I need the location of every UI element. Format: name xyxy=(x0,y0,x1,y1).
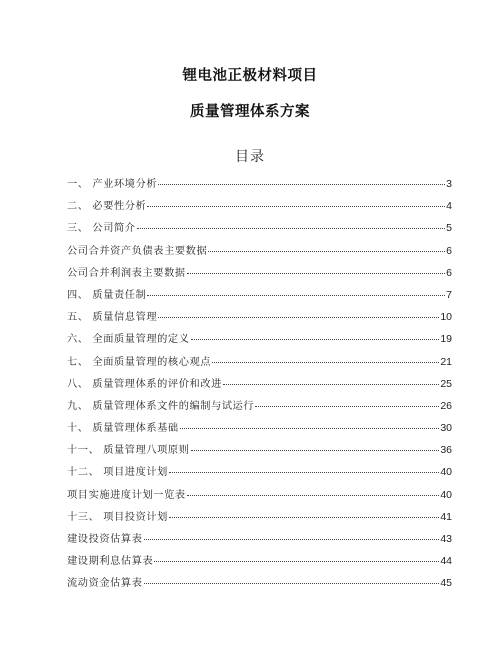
toc-entry-page: 19 xyxy=(440,333,452,346)
document-title: 锂电池正极材料项目 xyxy=(182,68,318,84)
toc-leader-dots xyxy=(223,384,439,385)
toc-entry-label: 项目实施进度计划一览表 xyxy=(67,489,186,501)
toc-leader-dots xyxy=(169,472,439,473)
toc-entry-page: 3 xyxy=(446,178,452,190)
toc-leader-dots xyxy=(180,428,440,429)
toc-entry-label: 九、 质量管理体系文件的编制与试运行 xyxy=(67,400,255,412)
toc-leader-dots xyxy=(147,206,445,207)
toc-heading: 目录 xyxy=(235,149,265,165)
toc-entry[interactable] xyxy=(67,264,452,286)
toc-leader-dots xyxy=(191,339,440,340)
toc-entry-label: 六、 全面质量管理的定义 xyxy=(67,334,190,346)
toc-entry-page: 25 xyxy=(440,377,452,390)
toc-entry-label: 公司合并利润表主要数据 xyxy=(67,267,186,279)
toc-leader-dots xyxy=(158,317,439,318)
toc-entry[interactable] xyxy=(67,463,452,485)
toc-entry-page: 5 xyxy=(446,222,452,235)
toc-entry[interactable] xyxy=(67,441,452,463)
toc-entry-label: 十三、 项目投资计划 xyxy=(67,511,168,523)
toc-entry-page: 4 xyxy=(446,200,452,213)
toc-leader-dots xyxy=(191,450,440,451)
toc-entry[interactable] xyxy=(67,219,452,241)
toc-leader-dots xyxy=(154,561,439,562)
toc-entry-label: 二、 必要性分析 xyxy=(67,201,147,213)
toc-entry-label: 五、 质量信息管理 xyxy=(67,312,158,324)
toc-entry-label: 四、 质量责任制 xyxy=(67,289,147,301)
toc-leader-dots xyxy=(144,583,440,584)
toc-entry[interactable] xyxy=(67,375,452,397)
toc-entry-page: 40 xyxy=(440,488,452,501)
toc-entry[interactable] xyxy=(67,574,452,596)
toc-leader-dots xyxy=(158,184,445,185)
toc-leader-dots xyxy=(147,295,445,296)
toc-entry-page: 10 xyxy=(440,311,452,324)
toc-entry[interactable] xyxy=(67,242,452,264)
toc-leader-dots xyxy=(212,362,439,363)
toc-entry-page: 7 xyxy=(446,288,452,301)
toc-entry-page: 26 xyxy=(440,399,452,412)
toc-leader-dots xyxy=(169,517,439,518)
toc-entry-label: 三、 公司简介 xyxy=(67,223,136,235)
toc-entry[interactable] xyxy=(67,175,452,197)
toc-entry-page: 36 xyxy=(440,444,452,457)
document-subtitle: 质量管理体系方案 xyxy=(190,104,310,120)
toc-entry-label: 十、 质量管理体系基础 xyxy=(67,423,179,435)
toc-leader-dots xyxy=(208,251,445,252)
toc-leader-dots xyxy=(144,539,440,540)
toc-entry-label: 建设期利息估算表 xyxy=(67,556,154,568)
toc-entry-page: 30 xyxy=(440,422,452,435)
toc-leader-dots xyxy=(137,228,446,229)
toc-entry[interactable] xyxy=(67,330,452,352)
toc-leader-dots xyxy=(187,273,445,274)
toc-entry-page: 21 xyxy=(440,355,452,368)
toc-entry[interactable] xyxy=(67,508,452,530)
toc-entry[interactable] xyxy=(67,197,452,219)
toc-entry-label: 十一、 质量管理八项原则 xyxy=(67,445,190,457)
toc-entry-page: 43 xyxy=(440,533,452,545)
toc-leader-dots xyxy=(255,406,439,407)
toc-entry-label: 七、 全面质量管理的核心观点 xyxy=(67,356,212,368)
toc-entry-page: 44 xyxy=(440,555,452,568)
toc-entry-label: 八、 质量管理体系的评价和改进 xyxy=(67,378,222,390)
toc-entry-label: 流动资金估算表 xyxy=(67,578,143,590)
toc-entry-page: 6 xyxy=(446,244,452,257)
toc-entry-page: 41 xyxy=(440,510,452,523)
toc-entry-page: 6 xyxy=(446,266,452,279)
toc-entry[interactable] xyxy=(67,353,452,375)
toc-entry-label: 一、 产业环境分析 xyxy=(67,179,158,190)
toc-entry-label: 建设投资估算表 xyxy=(67,534,143,545)
toc-entry[interactable] xyxy=(67,530,452,552)
toc-entry[interactable] xyxy=(67,286,452,308)
toc-entry[interactable] xyxy=(67,552,452,574)
toc-entry[interactable] xyxy=(67,397,452,419)
toc-entry-page: 40 xyxy=(440,466,452,479)
toc-entry[interactable] xyxy=(67,419,452,441)
toc-entry-label: 十二、 项目进度计划 xyxy=(67,467,168,479)
toc-entry-label: 公司合并资产负债表主要数据 xyxy=(67,245,208,257)
toc-leader-dots xyxy=(187,495,440,496)
toc-entry-page: 45 xyxy=(440,577,452,590)
toc-entry[interactable] xyxy=(67,308,452,330)
toc-entry[interactable] xyxy=(67,486,452,508)
table-of-contents xyxy=(67,175,452,597)
